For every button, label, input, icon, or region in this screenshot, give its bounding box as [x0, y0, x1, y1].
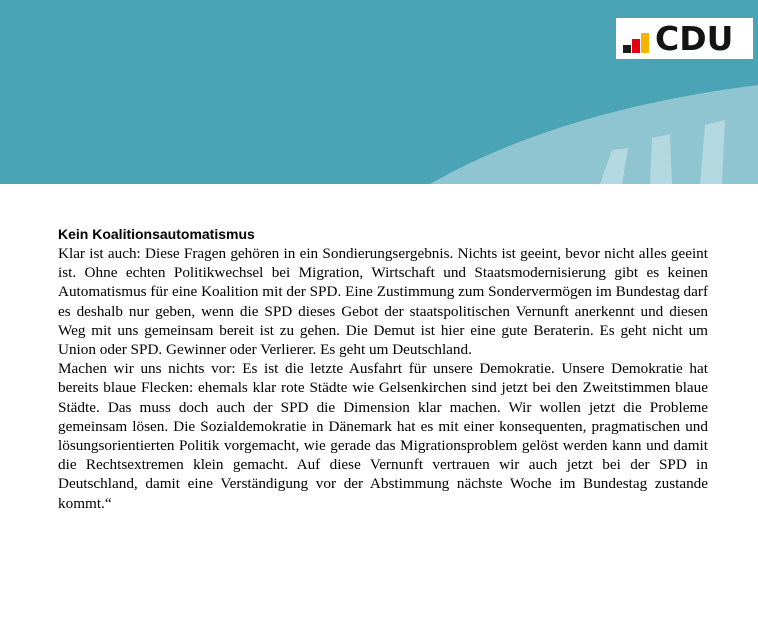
article-body — [58, 225, 708, 513]
logo-bar-black — [623, 45, 631, 53]
article-paragraph: Klar ist auch: Diese Fragen gehören in ein Sondierungsergebnis. Nichts ist geeint, bevor nicht alles geeint ist. Ohne echten Politikwechsel bei Migration, Wirtschaft und Staatsmodernisierung gibt es keinen Automatismus für eine Koalition mit der SPD. Eine Zustimmung zum Sondervermögen im Bundestag darf es deshalb nur geben, wenn die SPD dieses Gebot der staatspolitischen Vernunft anerkennt und diesen Weg mit uns gemeinsam bereit ist zu gehen. Die Demut ist hier eine gute Beraterin. Es geht nicht um Union oder SPD. Gewinner oder Verlierer. Es geht um Deutschland. — [58, 245, 708, 359]
article-heading: Kein Koalitionsautomatismus — [58, 226, 255, 242]
article-paragraph: Machen wir uns nichts vor: Es ist die letzte Ausfahrt für unsere Demokratie. Unsere Demokratie hat bereits blaue Flecken: ehemals klar rote Städte wie Gelsenkirchen sind jetzt bei den Zweitstimmen blaue Städte. Das muss doch auch der SPD die Dimension klar machen. Wir wollen jetzt die Probleme gemeinsam lösen. Die Sozialdemokratie in Dänemark hat es mit einer konsequenten, pragmatischen und lösungsorientierten Politik vorgemacht, wie gerade das Migrationsproblem gelöst werden kann und damit die Rechtsextremen klein gemacht. Auf diese Vernunft vertrauen wir auch jetzt bei der SPD in Deutschland, damit eine Verständigung vor der Abstimmung nächste Woche im Bundestag zustande kommt.“ — [58, 360, 708, 512]
cdu-logo-text: CDU — [655, 19, 734, 58]
logo-bar-red — [632, 39, 640, 53]
cdu-logo — [616, 18, 753, 59]
cdu-logo-bars-icon — [623, 31, 650, 53]
banner-pillar-2 — [650, 134, 672, 184]
logo-bar-gold — [641, 33, 649, 53]
